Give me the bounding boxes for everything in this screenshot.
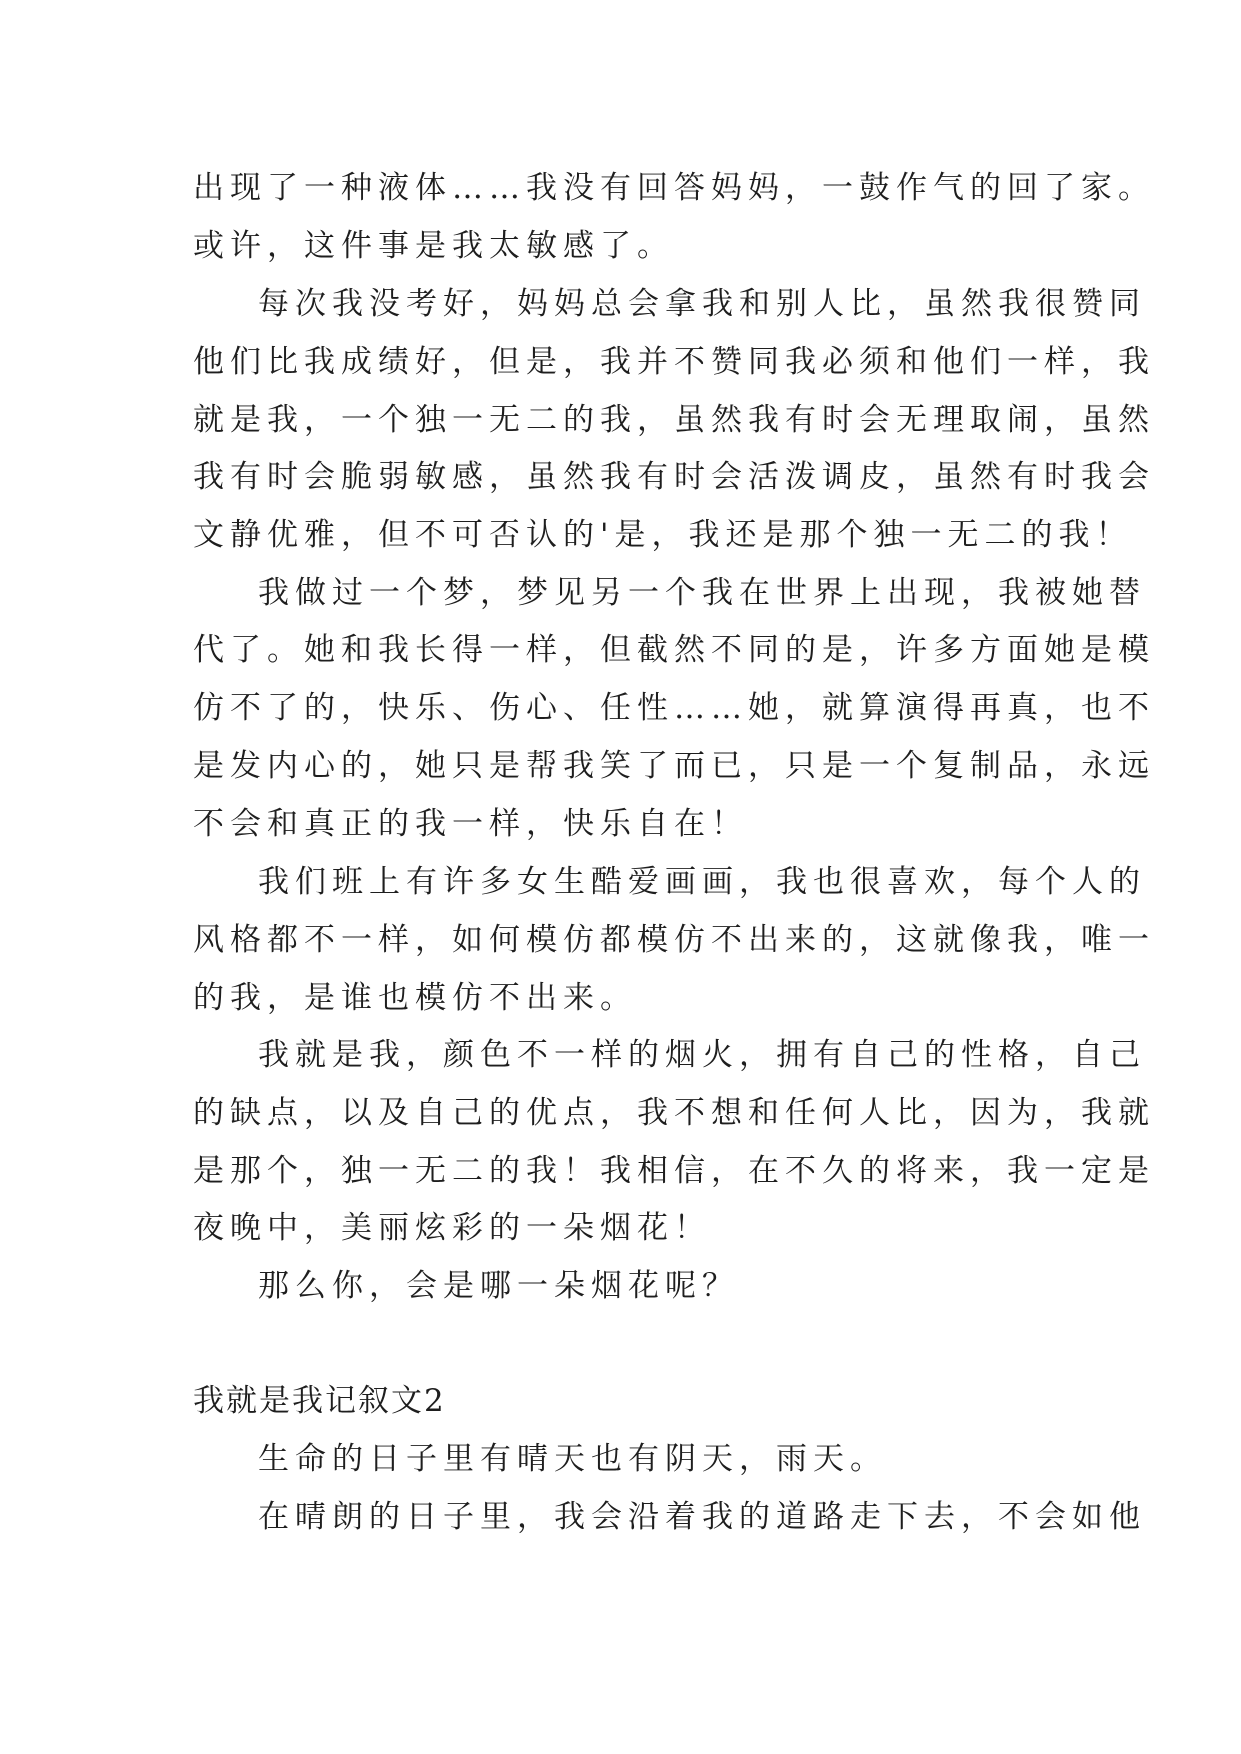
paragraph-line: 他们比我成绩好，但是，我并不赞同我必须和他们一样，我 [193, 344, 1155, 380]
paragraph-line: 出现了一种液体……我没有回答妈妈，一鼓作气的回了家。 [193, 170, 1155, 206]
paragraph-line: 我做过一个梦，梦见另一个我在世界上出现，我被她替 [258, 575, 1146, 611]
paragraph-line: 在晴朗的日子里，我会沿着我的道路走下去，不会如他 [258, 1499, 1146, 1535]
paragraph-line: 文静优雅，但不可否认的'是，我还是那个独一无二的我！ [193, 517, 1133, 553]
paragraph-line: 每次我没考好，妈妈总会拿我和别人比，虽然我很赞同 [258, 286, 1146, 322]
paragraph-line: 生命的日子里有晴天也有阴天，雨天。 [258, 1441, 887, 1477]
paragraph-line: 我们班上有许多女生酷爱画画，我也很喜欢，每个人的 [258, 864, 1146, 900]
paragraph-line: 就是我，一个独一无二的我，虽然我有时会无理取闹，虽然 [193, 402, 1155, 438]
paragraph-line: 代了。她和我长得一样，但截然不同的是，许多方面她是模 [193, 632, 1155, 668]
paragraph-line: 那么你，会是哪一朵烟花呢？ [258, 1268, 739, 1304]
paragraph-line: 我就是我，颜色不一样的烟火，拥有自己的性格，自己 [258, 1037, 1146, 1073]
paragraph-line: 是那个，独一无二的我！我相信，在不久的将来，我一定是 [193, 1153, 1155, 1189]
paragraph-line: 的我，是谁也模仿不出来。 [193, 980, 637, 1016]
paragraph-line: 是发内心的，她只是帮我笑了而已，只是一个复制品，永远 [193, 748, 1155, 784]
paragraph-line: 仿不了的，快乐、伤心、任性……她，就算演得再真，也不 [193, 690, 1155, 726]
paragraph-line: 风格都不一样，如何模仿都模仿不出来的，这就像我，唯一 [193, 922, 1155, 958]
paragraph-line: 不会和真正的我一样，快乐自在！ [193, 806, 748, 842]
section-heading: 我就是我记叙文2 [193, 1383, 446, 1419]
paragraph-line: 我有时会脆弱敏感，虽然我有时会活泼调皮，虽然有时我会 [193, 459, 1155, 495]
paragraph-line: 的缺点，以及自己的优点，我不想和任何人比，因为，我就 [193, 1095, 1155, 1131]
paragraph-line: 或许，这件事是我太敏感了。 [193, 228, 674, 264]
paragraph-line: 夜晚中，美丽炫彩的一朵烟花！ [193, 1210, 711, 1246]
